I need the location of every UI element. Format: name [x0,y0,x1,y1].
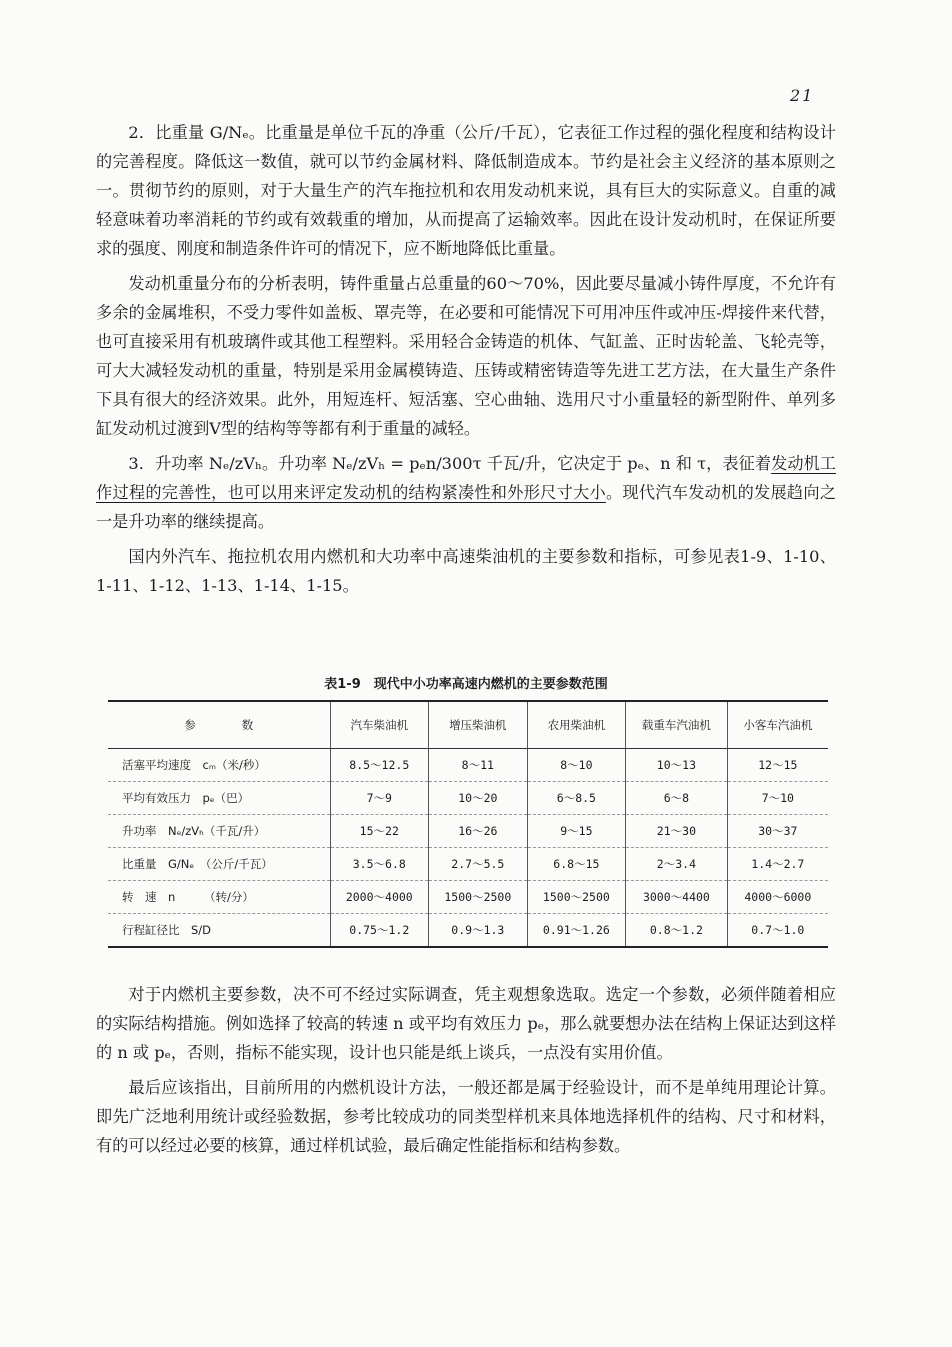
table-cell: 0.8～1.2 [626,914,728,948]
table-cell: 30～37 [727,815,828,848]
table-cell: 1500～2500 [429,881,528,914]
table-cell: 15～22 [330,815,429,848]
table-cell: 4000～6000 [727,881,828,914]
table-cell: 10～20 [429,782,528,815]
table-cell: 8～11 [429,749,528,782]
page-number: 21 [790,86,815,105]
table-cell: 9～15 [527,815,626,848]
table-cell: 7～10 [727,782,828,815]
table-cell: 8.5～12.5 [330,749,429,782]
table-title: 表1-9 现代中小功率高速内燃机的主要参数范围 [324,677,608,692]
parameter-table [108,700,828,948]
table-cell: 3.5～6.8 [330,848,429,881]
table-cell: 0.7～1.0 [727,914,828,948]
header-farm-diesel: 农用柴油机 [527,701,626,749]
header-parameter: 参 数 [108,701,330,749]
table-cell: 6～8.5 [527,782,626,815]
table-header-row [108,701,828,749]
row-label: 比重量 G/Nₑ （公斤/千瓦） [108,848,330,881]
table-cell: 1500～2500 [527,881,626,914]
table-cell: 21～30 [626,815,728,848]
table-cell: 16～26 [429,815,528,848]
table-cell: 2～3.4 [626,848,728,881]
table-row [108,914,828,948]
table-cell: 3000～4400 [626,881,728,914]
paragraph-weight-distribution: 发动机重量分布的分析表明，铸件重量占总重量的60～70%，因此要尽量减小铸件厚度，不允许有多余的金属堆积，不受力零件如盖板、罩壳等，在必要和可能情况下可用冲压件或冲压-焊接件来代替，也可直接采用有机玻璃件或其他工程塑料。采用轻合金铸造的机体、气缸盖、正时齿轮盖、飞轮壳等，可大大减轻发动机的重量，特别是采用金属模铸造、压铸或精密铸造等先进工艺方法，在大量生产条件下具有很大的经济效果。此外，用短连杆、短活塞、空心曲轴、选用尺寸小重量轻的新型附件、单列多缸发动机过渡到V型的结构等等都有利于重量的减轻。 [96,274,836,438]
table-cell: 1.4～2.7 [727,848,828,881]
header-car-gasoline: 小客车汽油机 [727,701,828,749]
liter-power-lead: 3．升功率 Nₑ/zVₕ。升功率 Nₑ/zVₕ = pₑn/300τ 千瓦/升，它决定于 pₑ、n 和 τ，表征着 [128,454,772,473]
table-cell: 8～10 [527,749,626,782]
table-row [108,881,828,914]
row-label: 行程缸径比 S/D [108,914,330,948]
table-cell: 6～8 [626,782,728,815]
table-cell: 12～15 [727,749,828,782]
row-label: 平均有效压力 pₑ（巴） [108,782,330,815]
paragraph-parameter-selection: 对于内燃机主要参数，决不可不经过实际调查，凭主观想象选取。选定一个参数，必须伴随着相应的实际结构措施。例如选择了较高的转速 n 或平均有效压力 pₑ，那么就要想办法在结构上保证达到这样的 n 或 pₑ，否则，指标不能实现，设计也只能是纸上谈兵，一点没有实用价值。 [96,985,836,1062]
table-row [108,782,828,815]
row-label: 升功率 Nₑ/zVₕ（千瓦/升） [108,815,330,848]
table-cell: 6.8～15 [527,848,626,881]
row-label: 转 速 n （转/分） [108,881,330,914]
table-row [108,815,828,848]
paragraph-table-reference: 国内外汽车、拖拉机农用内燃机和大功率中高速柴油机的主要参数和指标，可参见表1-9、1-10、1-11、1-12、1-13、1-14、1-15。 [96,547,836,595]
row-label: 活塞平均速度 cₘ（米/秒） [108,749,330,782]
body-text-bottom [96,980,836,1160]
liter-power-tail: 。现代汽车发动机的发展趋向之一是升功率的继续提高。 [96,483,837,531]
table-cell: 0.9～1.3 [429,914,528,948]
table-cell: 10～13 [626,749,728,782]
table-cell: 2.7～5.5 [429,848,528,881]
table-row [108,848,828,881]
paragraph-specific-weight: 2．比重量 G/Nₑ。比重量是单位千瓦的净重（公斤/千瓦），它表征工作过程的强化程度和结构设计的完善程度。降低这一数值，就可以节约金属材料、降低制造成本。节约是社会主义经济的基本原则之一。贯彻节约的原则，对于大量生产的汽车拖拉机和农用发动机来说，具有巨大的实际意义。自重的减轻意味着功率消耗的节约或有效载重的增加，从而提高了运输效率。因此在设计发动机时，在保证所要求的强度、刚度和制造条件许可的情况下，应不断地降低比重量。 [96,123,836,258]
table-cell: 2000～4000 [330,881,429,914]
paragraph-liter-power [96,449,836,536]
liter-power-underlined: 发动机工作过程的完善性，也可以用来评定发动机的结构紧凑性和外形尺寸大小 [96,454,836,502]
paragraph-design-method: 最后应该指出，目前所用的内燃机设计方法，一般还都是属于经验设计，而不是单纯用理论计算。即先广泛地利用统计或经验数据，参考比较成功的同类型样机来具体地选择机件的结构、尺寸和材料，有的可以经过必要的核算，通过样机试验，最后确定性能指标和结构参数。 [96,1078,836,1155]
body-text-top [96,118,836,600]
header-turbo-diesel: 增压柴油机 [429,701,528,749]
header-car-diesel: 汽车柴油机 [330,701,429,749]
table-row [108,749,828,782]
table-cell: 0.91～1.26 [527,914,626,948]
table-cell: 7～9 [330,782,429,815]
header-truck-gasoline: 载重车汽油机 [626,701,728,749]
table-cell: 0.75～1.2 [330,914,429,948]
